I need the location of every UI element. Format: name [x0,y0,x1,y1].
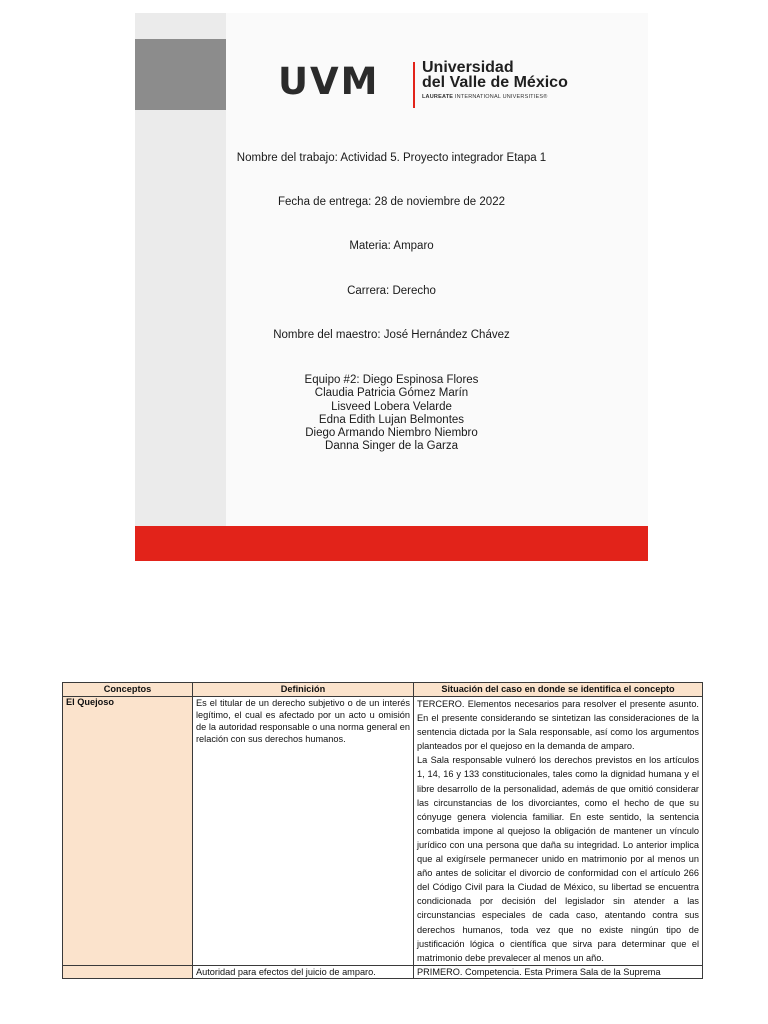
uvm-logo [278,56,578,112]
definition-cell: Autoridad para efectos del juicio de amparo. [193,965,414,978]
situation-cell: PRIMERO. Competencia. Esta Primera Sala de la Suprema [414,965,703,978]
concept-cell [63,965,193,978]
logo-name-line-1: Universidad [422,59,514,76]
cover-page [135,13,648,561]
logo-name-line-2: del Valle de México [422,74,568,91]
logo-tagline [422,94,547,100]
table-row [63,697,703,966]
logo-tag-rest: INTERNATIONAL UNIVERSITIES® [453,94,548,100]
team-members [135,374,648,454]
concept-cell: El Quejoso [63,697,193,966]
cover-footer-band [135,526,648,561]
logo-mark: UVM [278,60,380,103]
logo-university-name [422,60,568,90]
delivery-date: Fecha de entrega: 28 de noviembre de 2022 [278,196,505,208]
logo-divider [413,62,415,108]
column-header-definition: Definición [193,683,414,697]
column-header-concepts: Conceptos [63,683,193,697]
subject: Materia: Amparo [349,240,434,252]
table-header-row [63,683,703,697]
team-member: Equipo #2: Diego Espinosa Flores [304,374,479,386]
team-member: Edna Edith Lujan Belmontes [318,413,465,426]
team-member: Lisveed Lobera Velarde [331,400,452,413]
situation-cell [414,697,703,966]
table-row [63,965,703,978]
teacher-name: Nombre del maestro: José Hernández Chávez [273,329,510,341]
definition-cell: Es el titular de un derecho subjetivo o de un interés legítimo, el cual es afectado por un acto u omisión de la autoridad responsable o una norma general en relación con sus derechos humanos. [193,697,414,966]
work-name: Nombre del trabajo: Actividad 5. Proyecto integrador Etapa 1 [236,152,547,164]
cover-sidebar-band [135,39,226,110]
situation-paragraph: La Sala responsable vulneró los derechos previstos en los artículos 1, 14, 16 y 133 constitucionales, tales como la dignidad humana y el libre desarrollo de la personalidad, además de que omitió considerar las circunstancias de los divorciantes, como el hecho de que su cónyuge genera violencia familiar. En este sentido, la sentencia combatida impone al quejoso la obligación de mantener un vínculo jurídico con una persona que daña su integridad. Lo anterior implica que al exigírsele permanecer unido en matrimonio por al menos un año antes de solicitar el divorcio de conformidad con el artículo 266 del Código Civil para la Ciudad de México, su libertad se encuentra condicionada por decisión del legislador sin atender a las circunstancias especiales de cada caso, atentando contra sus derechos humanos, toda vez que no existe ningún tipo de justificación lógica o científica que sirva para determinar que el matrimonio debe prevalecer al menos un año. [417,755,699,963]
logo-tag-bold: LAUREATE [422,94,454,100]
team-member: Danna Singer de la Garza [325,440,458,453]
career: Carrera: Derecho [347,285,436,297]
team-member: Diego Armando Niembro Niembro [305,427,478,440]
team-member: Claudia Patricia Gómez Marín [314,387,469,400]
concepts-table [62,682,703,979]
situation-paragraph: TERCERO. Elementos necesarios para resolver el presente asunto. En el presente considerando se sintetizan las consideraciones de la sentencia dictada por la Sala responsable, así como los argumentos planteados por el quejoso en la demanda de amparo. [417,699,699,752]
column-header-situation: Situación del caso en donde se identifica el concepto [414,683,703,697]
